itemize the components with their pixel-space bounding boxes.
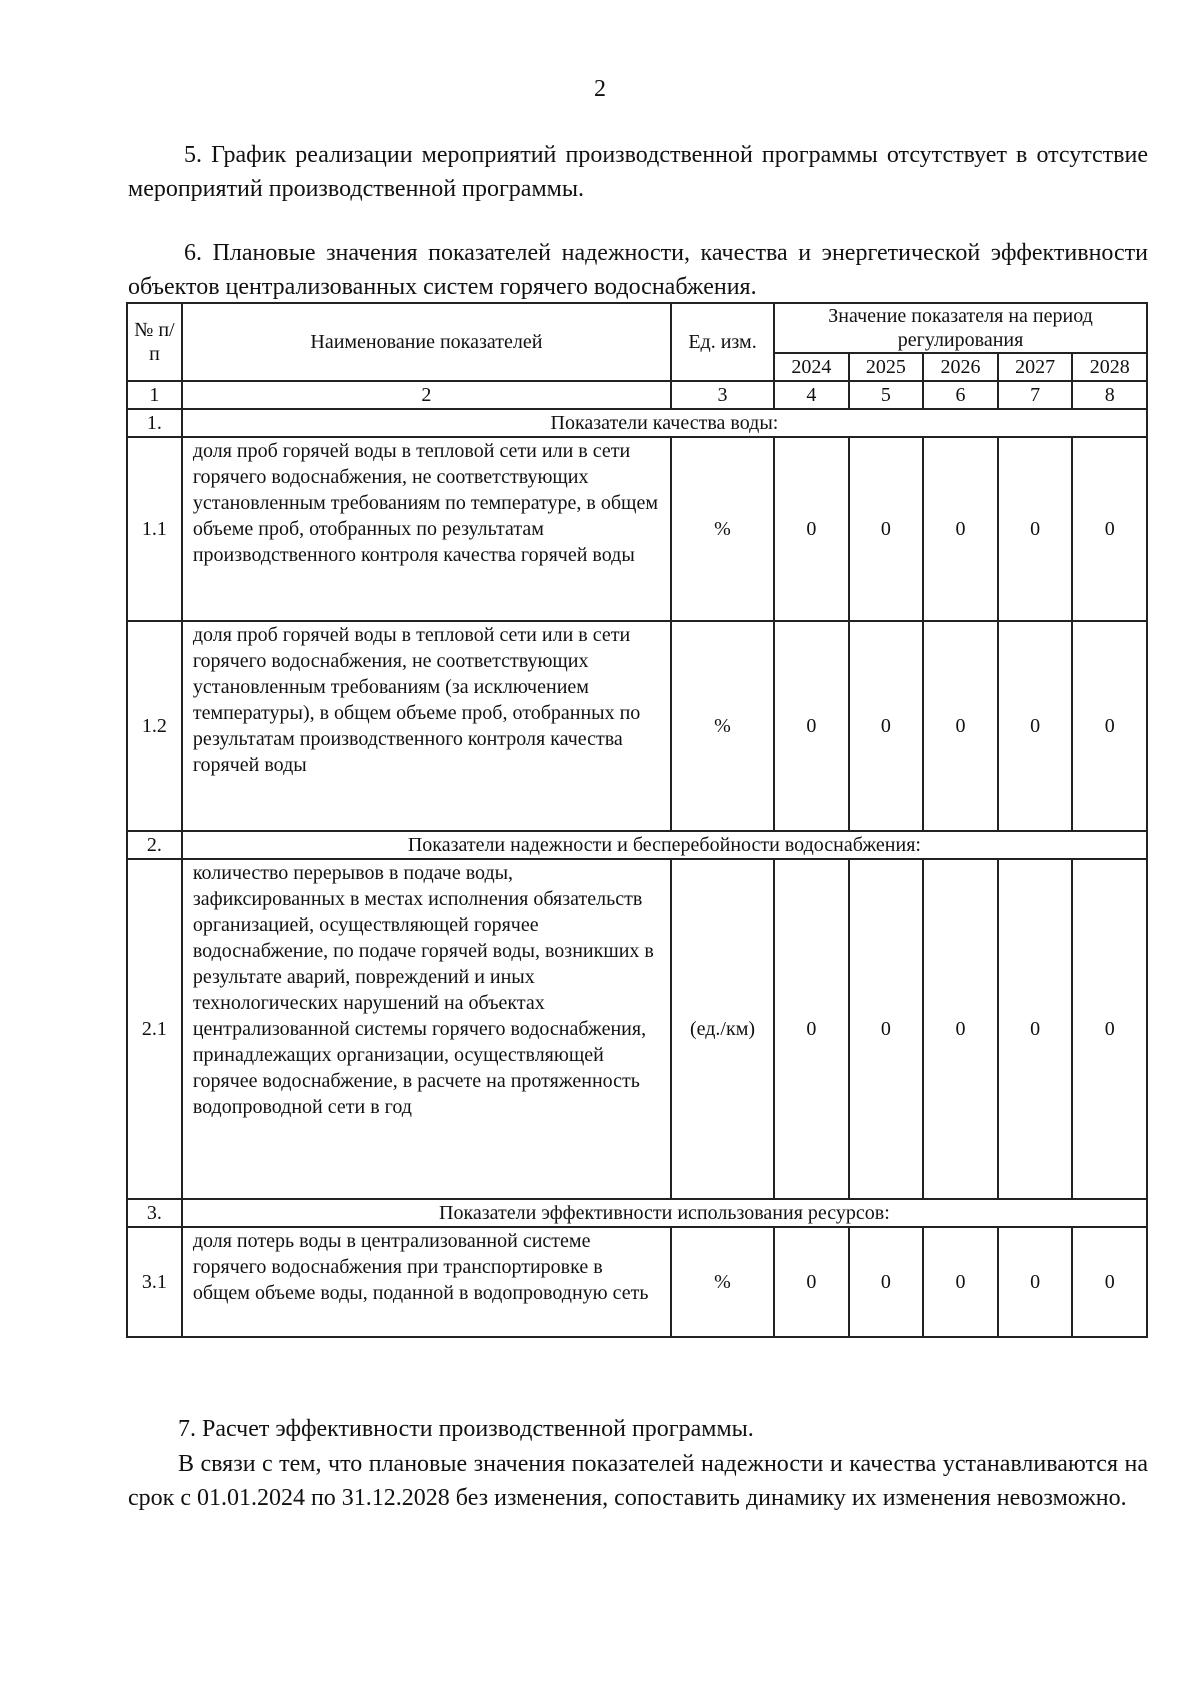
col-number: 8 bbox=[1072, 381, 1147, 409]
row-value: 0 bbox=[923, 437, 998, 621]
row-num: 1.2 bbox=[127, 621, 182, 831]
paragraph-7-title: 7. Расчет эффективности производственной программы. bbox=[178, 1416, 754, 1442]
col-number: 1 bbox=[127, 381, 182, 409]
col-number: 5 bbox=[849, 381, 924, 409]
row-value: 0 bbox=[1072, 621, 1147, 831]
row-value: 0 bbox=[998, 1227, 1073, 1337]
row-value: 0 bbox=[923, 859, 998, 1199]
row-value: 0 bbox=[774, 437, 849, 621]
row-name: доля проб горячей воды в тепловой сети или в сети горячего водоснабжения, не соответствующих установленным требованиям (за исключением температуры), в общем объеме проб, отобранных по результатам производственного контроля качества горячей воды bbox=[182, 621, 671, 831]
row-num: 2.1 bbox=[127, 859, 182, 1199]
section-title: Показатели эффективности использования ресурсов: bbox=[182, 1199, 1147, 1227]
header-year: 2027 bbox=[998, 353, 1073, 381]
row-value: 0 bbox=[849, 1227, 924, 1337]
row-value: 0 bbox=[774, 621, 849, 831]
row-value: 0 bbox=[923, 621, 998, 831]
row-value: 0 bbox=[1072, 437, 1147, 621]
paragraph-5: 5. График реализации мероприятий производственной программы отсутствует в отсутствие мероприятий производственной программы. bbox=[128, 142, 1148, 202]
row-unit: % bbox=[671, 1227, 774, 1337]
row-value: 0 bbox=[849, 859, 924, 1199]
row-unit: % bbox=[671, 437, 774, 621]
row-name: доля потерь воды в централизованной системе горячего водоснабжения при транспортировке в общем объеме воды, поданной в водопроводную сеть bbox=[182, 1227, 671, 1337]
header-year: 2028 bbox=[1072, 353, 1147, 381]
row-value: 0 bbox=[998, 621, 1073, 831]
col-number: 3 bbox=[671, 381, 774, 409]
row-value: 0 bbox=[923, 1227, 998, 1337]
section-title: Показатели надежности и бесперебойности водоснабжения: bbox=[182, 831, 1147, 859]
row-value: 0 bbox=[774, 1227, 849, 1337]
row-value: 0 bbox=[849, 437, 924, 621]
header-unit: Ед. изм. bbox=[671, 303, 774, 381]
col-number: 7 bbox=[998, 381, 1073, 409]
header-year: 2024 bbox=[774, 353, 849, 381]
row-value: 0 bbox=[1072, 1227, 1147, 1337]
row-num: 1.1 bbox=[127, 437, 182, 621]
col-number: 2 bbox=[182, 381, 671, 409]
header-name: Наименование показателей bbox=[182, 303, 671, 381]
col-number: 6 bbox=[923, 381, 998, 409]
header-num: № п/п bbox=[127, 303, 182, 381]
section-title: Показатели качества воды: bbox=[182, 409, 1147, 437]
row-unit: (ед./км) bbox=[671, 859, 774, 1199]
row-name: количество перерывов в подаче воды, зафиксированных в местах исполнения обязательств организацией, осуществляющей горячее водоснабжение, по подаче горячей воды, возникших в результате аварий, повреждений и иных технологических нарушений на объектах централизованной системы горячего водоснабжения, принадлежащих организации, осуществляющей горячее водоснабжение, в расчете на протяженность водопроводной сети в год bbox=[182, 859, 671, 1199]
row-value: 0 bbox=[774, 859, 849, 1199]
indicators-table bbox=[126, 302, 1148, 1338]
row-value: 0 bbox=[998, 437, 1073, 621]
header-period: Значение показателя на период регулирования bbox=[774, 303, 1147, 353]
section-num: 2. bbox=[127, 831, 182, 859]
row-unit: % bbox=[671, 621, 774, 831]
page-number: 2 bbox=[594, 76, 606, 102]
row-value: 0 bbox=[998, 859, 1073, 1199]
paragraph-6: 6. Плановые значения показателей надежности, качества и энергетической эффективности объектов централизованных систем горячего водоснабжения. bbox=[128, 240, 1148, 300]
header-year: 2026 bbox=[923, 353, 998, 381]
section-num: 1. bbox=[127, 409, 182, 437]
col-number: 4 bbox=[774, 381, 849, 409]
header-year: 2025 bbox=[849, 353, 924, 381]
paragraph-7-text: В связи с тем, что плановые значения показателей надежности и качества устанавливаются на срок с 01.01.2024 по 31.12.2028 без изменения, сопоставить динамику их изменения невозможно. bbox=[128, 1451, 1148, 1511]
row-value: 0 bbox=[1072, 859, 1147, 1199]
section-num: 3. bbox=[127, 1199, 182, 1227]
row-value: 0 bbox=[849, 621, 924, 831]
row-num: 3.1 bbox=[127, 1227, 182, 1337]
row-name: доля проб горячей воды в тепловой сети или в сети горячего водоснабжения, не соответствующих установленным требованиям по температуре, в общем объеме проб, отобранных по результатам производственного контроля качества горячей воды bbox=[182, 437, 671, 621]
